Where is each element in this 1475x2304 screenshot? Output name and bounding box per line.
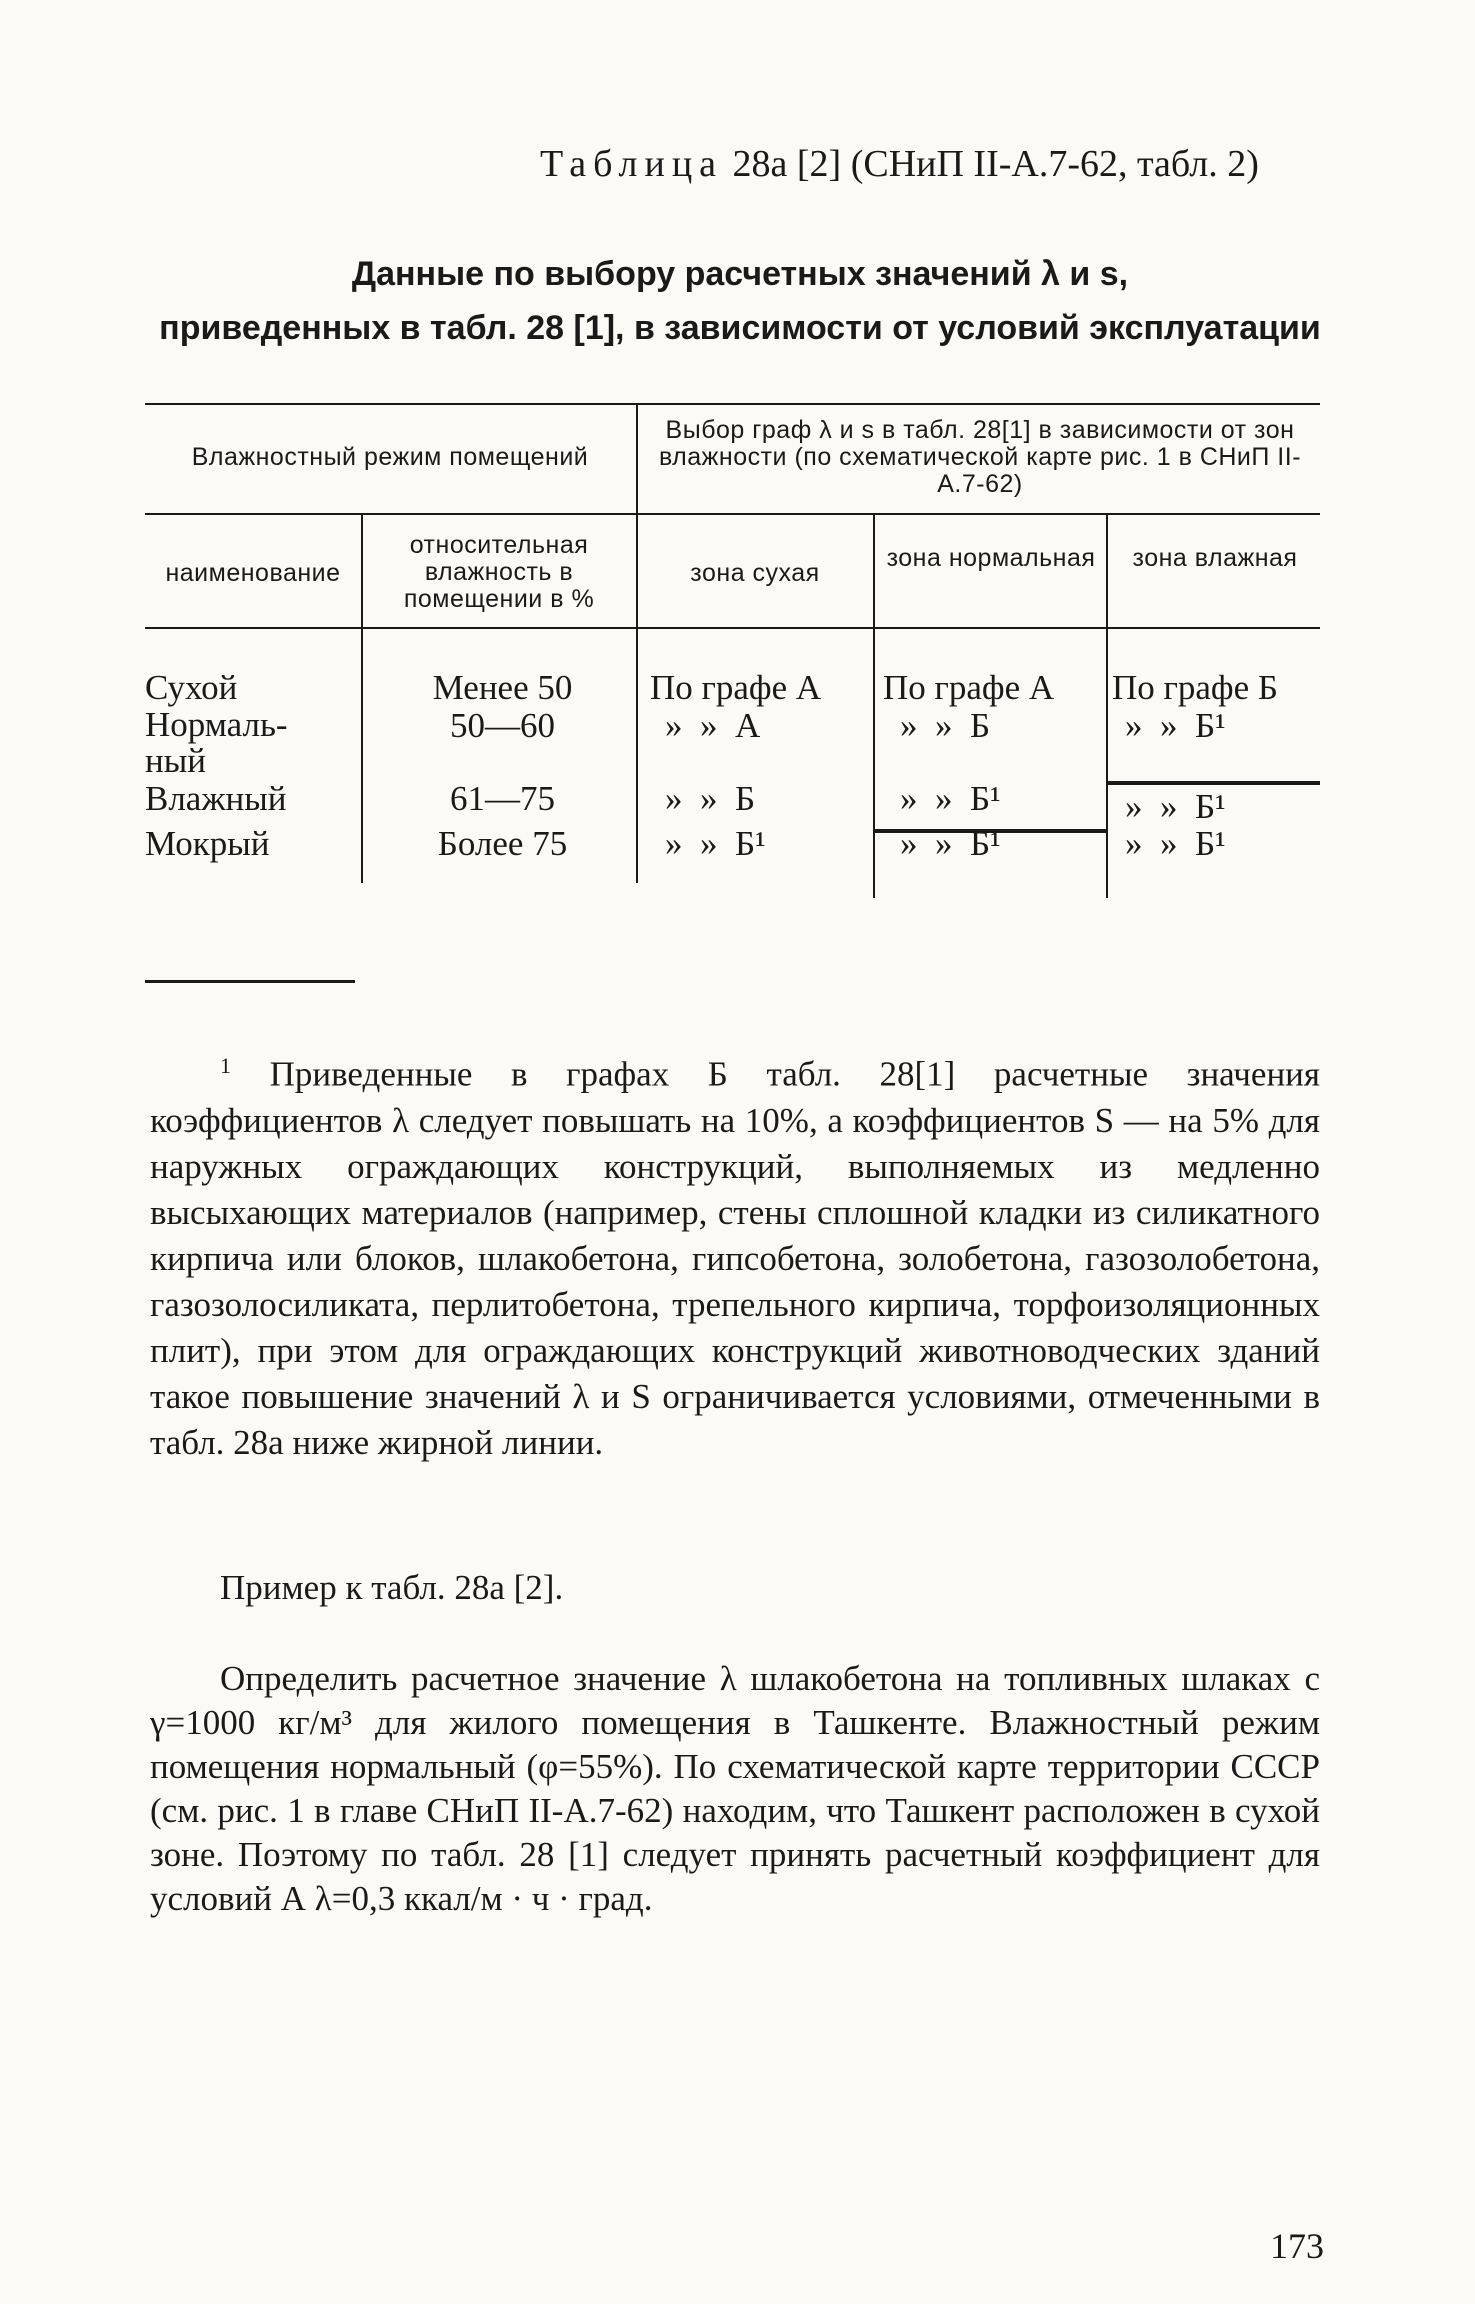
row-zone-wet: » » Б¹: [1125, 787, 1226, 826]
subheader-humidity: относительная влажность в помещении в %: [403, 531, 595, 613]
example-text: [150, 1657, 1320, 1921]
row-zone-normal: » » Б¹: [900, 779, 1001, 818]
table-caption: [540, 142, 1259, 186]
row-zone-normal: По графе А: [883, 668, 1055, 707]
row-name: Сухой: [145, 668, 238, 707]
table-column-divider: [361, 513, 363, 883]
table-caption-ref: 28а [2] (СНиП II-А.7-62, табл. 2): [732, 143, 1259, 185]
row-name: Нормаль-ный: [145, 705, 288, 780]
page-number: 173: [1270, 2226, 1324, 2266]
table-title-line-2: приведенных в табл. 28 [1], в зависимости от условий эксплуатации: [159, 309, 1321, 347]
table-subheader-rule: [145, 627, 1320, 629]
row-zone-dry: » » Б¹: [665, 824, 766, 863]
example-heading: Пример к табл. 28а [2].: [220, 1568, 564, 1607]
table-column-divider: [1106, 513, 1108, 898]
subheader-zone-normal: зона нормальная: [886, 544, 1096, 572]
row-name: Мокрый: [145, 824, 270, 863]
table-header-rule: [145, 513, 1320, 515]
table-column-divider: [873, 513, 875, 898]
header-left: Влажностный режим помещений: [191, 443, 589, 471]
table-caption-word: Таблица: [540, 143, 724, 185]
footnote-mark: 1: [220, 1053, 231, 1078]
subheader-name: наименование: [165, 559, 341, 587]
footnote: [150, 1043, 1320, 1466]
row-zone-normal: » » Б¹: [900, 824, 1001, 863]
example-body: Определить расчетное значение λ шлакобетона на топливных шлаках с γ=1000 кг/м³ для жилого помещения в Ташкенте. Влажностный режим помещения нормальный (φ=55%). По схематической карте территории СССР (см. рис. 1 в главе СНиП II-А.7-62) находим, что Ташкент расположен в сухой зоне. Поэтому по табл. 28 [1] следует принять расчетный коэффициент для условий А λ=0,3 ккал/м · ч · град.: [150, 1659, 1320, 1918]
table-top-rule: [145, 403, 1320, 405]
table-bold-rule: [1108, 781, 1320, 785]
row-zone-wet: По графе Б: [1112, 668, 1278, 707]
footnote-separator: [145, 980, 355, 983]
row-zone-normal: » » Б: [900, 706, 991, 745]
subheader-zone-wet: зона влажная: [1132, 544, 1298, 572]
row-humidity: 50—60: [450, 706, 555, 745]
row-zone-dry: » » Б: [665, 779, 756, 818]
row-name: Влажный: [145, 779, 287, 818]
row-humidity: Менее 50: [432, 668, 573, 707]
subheader-zone-dry: зона сухая: [690, 559, 820, 587]
row-zone-wet: » » Б¹: [1125, 824, 1226, 863]
header-right: Выбор граф λ и s в табл. 28[1] в зависимости от зон влажности (по схематической карте рис. 1 в СНиП II-А.7-62): [658, 416, 1302, 498]
table-column-divider: [636, 403, 638, 883]
row-zone-dry: » » А: [665, 706, 761, 745]
row-humidity: Более 75: [437, 824, 568, 863]
row-zone-dry: По графе А: [650, 668, 822, 707]
footnote-text: Приведенные в графах Б табл. 28[1] расчетные значения коэффициентов λ следует повышать на 10%, а коэффициентов S — на 5% для наружных ограждающих конструкций, выполняемых из медленно высыхающих материалов (например, стены сплошной кладки из силикатного кирпича или блоков, шлакобетона, гипсобетона, золобетона, газозолобетона, газозолосиликата, перлитобетона, трепельного кирпича, торфоизоляционных плит), при этом для ограждающих конструкций животноводческих зданий такое повышение значений λ и S ограничивается условиями, отмеченными в табл. 28а ниже жирной линии.: [150, 1054, 1321, 1462]
table-title-line-1: Данные по выбору расчетных значений λ и s,: [351, 255, 1129, 293]
row-humidity: 61—75: [450, 779, 555, 818]
row-zone-wet: » » Б¹: [1125, 706, 1226, 745]
